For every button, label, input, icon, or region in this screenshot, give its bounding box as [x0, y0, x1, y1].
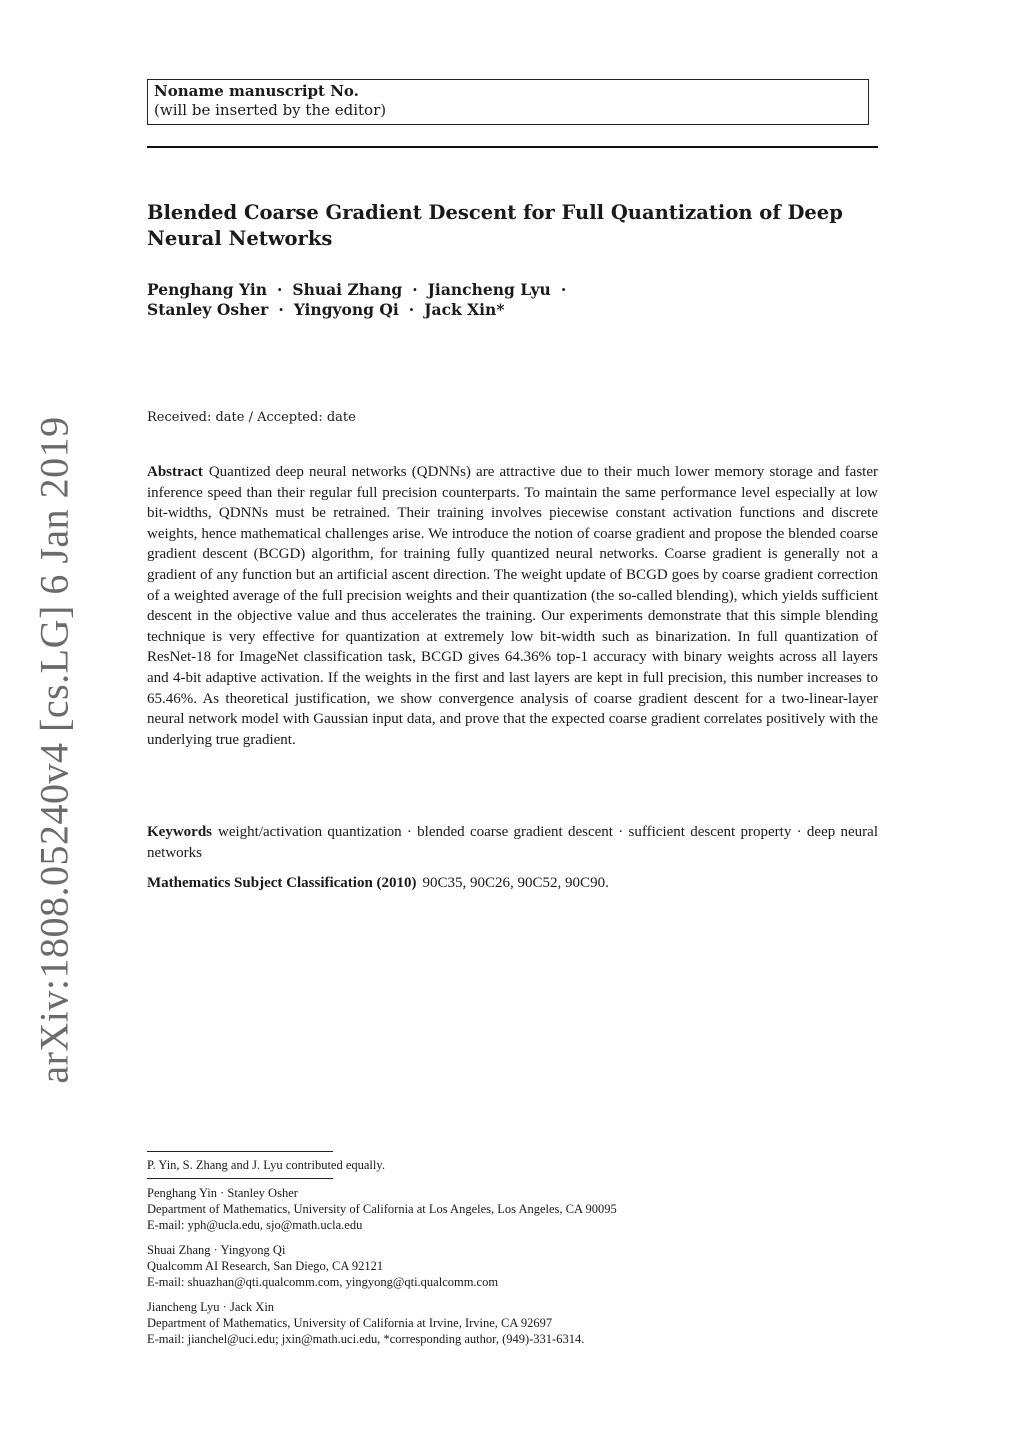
affiliation-email: E-mail: jianchel@uci.edu; jxin@math.uci.edu, *corresponding author, (949)-331-6314.: [147, 1332, 585, 1346]
affiliation-names: Penghang Yin · Stanley Osher: [147, 1186, 298, 1200]
author-line-1: [147, 280, 882, 300]
affiliation-group-3: [147, 1299, 878, 1347]
abstract: [147, 462, 878, 750]
footnote-text: P. Yin, S. Zhang and J. Lyu contributed equally.: [147, 1158, 385, 1172]
msc-text: 90C35, 90C26, 90C52, 90C90.: [422, 875, 609, 891]
editor-note: (will be inserted by the editor): [154, 101, 387, 119]
author-name: Jack Xin*: [424, 300, 505, 319]
footnote-equal-contribution: [147, 1157, 878, 1173]
affiliation-names: Jiancheng Lyu · Jack Xin: [147, 1300, 275, 1314]
footnote-rule: [147, 1151, 333, 1152]
author-separator: ·: [276, 280, 283, 299]
abstract-label: Abstract: [147, 464, 203, 480]
author-name: Yingyong Qi: [293, 300, 399, 319]
author-separator: ·: [278, 300, 284, 319]
affiliation-email: E-mail: shuazhan@qti.qualcomm.com, yingyong@qti.qualcomm.com: [147, 1275, 499, 1289]
header-rule: [147, 146, 878, 148]
keywords-label: Keywords: [147, 824, 212, 840]
msc-classification: [147, 873, 878, 894]
paper-title: Blended Coarse Gradient Descent for Full Quantization of Deep Neural Networks: [147, 201, 843, 250]
author-name: Jiancheng Lyu: [427, 280, 551, 299]
abstract-text: Quantized deep neural networks (QDNNs) are attractive due to their much lower memory storage and faster inference speed than their regular full precision counterparts. To maintain the same performance level especially at low bit-widths, QDNNs must be retrained. Their training involves piecewise constant activation functions and discrete weights, hence mathematical challenges arise. We introduce the notion of coarse gradient and propose the blended coarse gradient descent (BCGD) algorithm, for training fully quantized neural networks. Coarse gradient is generally not a gradient of any function but an artificial ascent direction. The weight update of BCGD goes by coarse gradient correction of a weighted average of the full precision weights and their quantization (the so-called blending), which yields sufficient descent in the objective value and thus accelerates the training. Our experiments demonstrate that this simple blending technique is very effective for quantization at extremely low bit-width such as binarization. In full quantization of ResNet-18 for ImageNet classification task, BCGD gives 64.36% top-1 accuracy with binary weights across all layers and 4-bit adaptive activation. If the weights in the first and last layers are kept in full precision, this number increases to 65.46%. As theoretical justification, we show convergence analysis of coarse gradient descent for a two-linear-layer neural network model with Gaussian input data, and prove that the expected coarse gradient correlates positively with the underlying true gradient.: [147, 464, 878, 748]
author-name: Stanley Osher: [147, 300, 269, 319]
affiliation-email: E-mail: yph@ucla.edu, sjo@math.ucla.edu: [147, 1218, 363, 1232]
keywords-text: weight/activation quantization · blended coarse gradient descent · sufficient descent property · deep neural networks: [147, 824, 878, 861]
author-name: Penghang Yin: [147, 280, 267, 299]
author-separator: ·: [408, 300, 415, 319]
affiliation-dept: Department of Mathematics, University of California at Irvine, Irvine, CA 92697: [147, 1316, 553, 1330]
affiliation-group-2: [147, 1242, 878, 1290]
affiliation-group-1: [147, 1185, 878, 1233]
author-name: Shuai Zhang: [292, 280, 403, 299]
author-list: [147, 280, 882, 320]
manuscript-number: Noname manuscript No.: [154, 82, 359, 100]
msc-label: Mathematics Subject Classification (2010): [147, 875, 417, 891]
manuscript-box: [147, 79, 869, 125]
affiliation-dept: Qualcomm AI Research, San Diego, CA 92121: [147, 1259, 384, 1273]
arxiv-side-stamp: arXiv:1808.05240v4 [cs.LG] 6 Jan 2019: [31, 416, 77, 1084]
author-separator: ·: [412, 280, 418, 299]
author-separator: ·: [560, 280, 567, 299]
received-date: Received: date / Accepted: date: [147, 410, 356, 425]
affiliation-dept: Department of Mathematics, University of California at Los Angeles, Los Angeles, CA 90095: [147, 1202, 617, 1216]
footnote-rule: [147, 1178, 333, 1179]
affiliation-names: Shuai Zhang · Yingyong Qi: [147, 1243, 286, 1257]
keywords: [147, 822, 878, 863]
author-line-2: [147, 300, 882, 320]
